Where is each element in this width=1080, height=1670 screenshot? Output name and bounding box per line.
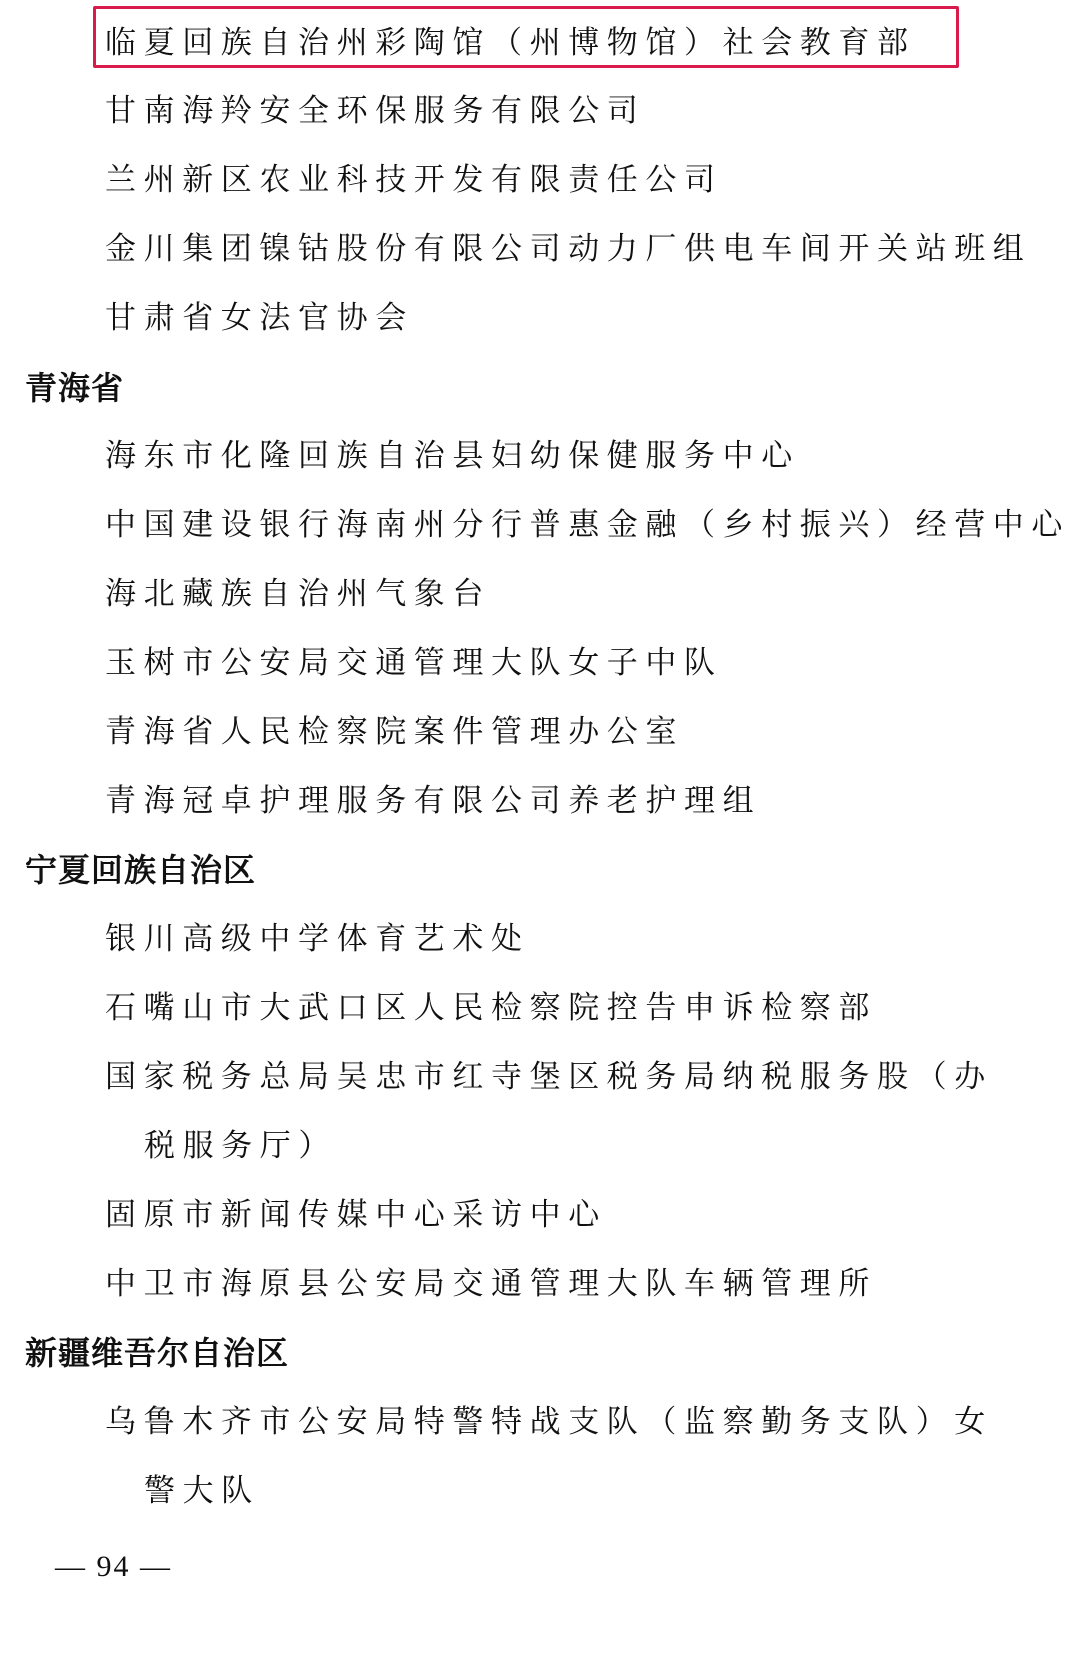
list-item: 青海省人民检察院案件管理办公室: [105, 714, 684, 750]
list-item: 石嘴山市大武口区人民检察院控告申诉检察部: [105, 990, 877, 1026]
list-item: 玉树市公安局交通管理大队女子中队: [105, 645, 723, 681]
section-heading-qinghai: 青海省: [25, 369, 125, 407]
list-item: 中国建设银行海南州分行普惠金融（乡村振兴）经营中心: [105, 507, 1070, 543]
list-item: 金川集团镍钴股份有限公司动力厂供电车间开关站班组: [105, 231, 1032, 267]
list-item: 中卫市海原县公安局交通管理大队车辆管理所: [105, 1266, 877, 1302]
list-item: 海北藏族自治州气象台: [105, 576, 491, 612]
page-number: — 94 —: [55, 1550, 172, 1583]
list-item-continuation: 税服务厅）: [144, 1128, 337, 1164]
list-item: 国家税务总局吴忠市红寺堡区税务局纳税服务股（办: [105, 1059, 993, 1095]
list-item: 临夏回族自治州彩陶馆（州博物馆）社会教育部: [105, 25, 916, 61]
section-heading-ningxia: 宁夏回族自治区: [25, 851, 257, 889]
list-item: 兰州新区农业科技开发有限责任公司: [105, 162, 723, 198]
list-item: 甘南海羚安全环保服务有限公司: [105, 93, 646, 129]
list-item: 银川高级中学体育艺术处: [105, 921, 530, 957]
list-item: 甘肃省女法官协会: [105, 300, 414, 336]
list-item: 乌鲁木齐市公安局特警特战支队（监察勤务支队）女: [105, 1404, 993, 1440]
list-item: 固原市新闻传媒中心采访中心: [105, 1197, 607, 1233]
list-item: 海东市化隆回族自治县妇幼保健服务中心: [105, 438, 800, 474]
list-item-continuation: 警大队: [144, 1473, 260, 1509]
section-heading-xinjiang: 新疆维吾尔自治区: [25, 1334, 290, 1372]
list-item: 青海冠卓护理服务有限公司养老护理组: [105, 783, 762, 819]
